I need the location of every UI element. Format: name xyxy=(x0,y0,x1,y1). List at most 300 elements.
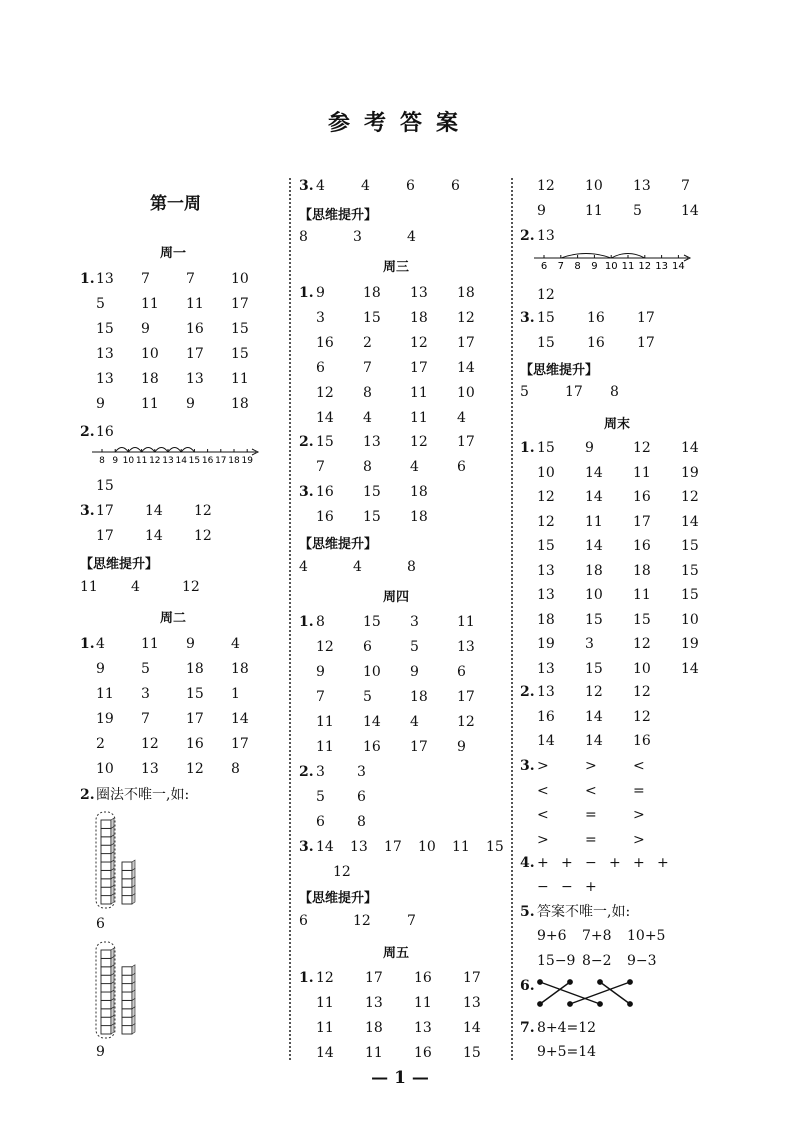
cube-block xyxy=(122,862,132,870)
answer-value: 19 xyxy=(681,464,699,481)
answer-value: 13 xyxy=(141,761,159,777)
answer-value: 9 xyxy=(96,1044,105,1060)
answer-value: 16 xyxy=(186,736,204,752)
answer-value: 5 xyxy=(520,384,529,400)
cube-block xyxy=(101,870,111,878)
answer-value: 14 xyxy=(585,538,603,554)
question-number: 2. xyxy=(520,228,535,244)
answer-value: 15−9 xyxy=(537,952,576,969)
answer-value: 14 xyxy=(231,711,249,727)
answer-value: 14 xyxy=(316,410,334,426)
cube-block xyxy=(101,862,111,870)
answer-value: 3 xyxy=(353,229,362,245)
answer-value: 12 xyxy=(633,684,651,700)
answer-value: 14 xyxy=(585,464,603,481)
answer-value: 15 xyxy=(96,321,114,337)
question-text: 答案不唯一,如: xyxy=(537,904,631,920)
answer-value: 13 xyxy=(537,587,555,603)
question-number: 6. xyxy=(520,978,535,994)
answer-value: 13 xyxy=(365,995,383,1011)
answer-value: 13 xyxy=(96,271,114,287)
answer-value: 13 xyxy=(463,995,481,1011)
answer-value: 12 xyxy=(537,489,555,505)
answer-value: 18 xyxy=(410,509,428,525)
answer-value: 4 xyxy=(299,559,308,575)
answer-value: 15 xyxy=(537,538,555,554)
answer-value: 17 xyxy=(637,310,655,326)
answer-value: 10 xyxy=(141,346,159,362)
answer-value: + xyxy=(633,855,645,871)
answer-value: 17 xyxy=(410,360,428,376)
answer-value: 9 xyxy=(316,664,325,680)
answer-value: 17 xyxy=(457,335,475,351)
jump-arc xyxy=(561,254,611,259)
answer-value: 19 xyxy=(681,636,699,652)
question-number: 3. xyxy=(520,758,535,774)
cube-block xyxy=(101,975,111,983)
answer-value: 18 xyxy=(231,661,249,677)
answer-value: < xyxy=(537,807,549,823)
column-divider-2 xyxy=(511,178,513,1060)
answer-value: 18 xyxy=(410,484,428,500)
answer-value: 11 xyxy=(80,579,98,595)
answer-value: − xyxy=(585,855,597,871)
answer-value: 12 xyxy=(633,440,651,456)
answer-value: 6 xyxy=(96,916,105,932)
number-line-tick-label: 13 xyxy=(162,456,174,466)
answer-value: 8 xyxy=(363,385,372,401)
answer-value: 14 xyxy=(316,1045,334,1061)
answer-value: 3 xyxy=(410,614,419,630)
answer-value: 12 xyxy=(410,434,428,450)
answer-value: 7 xyxy=(141,711,150,727)
answer-value: 14 xyxy=(681,203,699,219)
question-number: 4. xyxy=(520,855,535,871)
answer-value: 15 xyxy=(633,611,651,628)
answer-value: > xyxy=(633,807,645,823)
answer-value: 15 xyxy=(316,434,334,450)
answer-value: 15 xyxy=(363,614,381,630)
number-line-figure xyxy=(90,440,260,470)
cube-block xyxy=(101,879,111,887)
answer-value: 15 xyxy=(681,587,699,603)
answer-value: 16 xyxy=(633,489,651,505)
answer-value: 14 xyxy=(145,503,163,519)
jump-arc xyxy=(115,448,128,453)
answer-value: 8 xyxy=(231,761,240,777)
answer-value: 14 xyxy=(681,440,699,456)
answer-value: 9 xyxy=(457,739,466,755)
answer-value: 15 xyxy=(486,839,504,855)
thinking-label: 【思维提升】 xyxy=(299,537,378,552)
answer-value: 11 xyxy=(414,995,432,1011)
answer-value: 15 xyxy=(463,1045,481,1061)
number-line-tick-label: 13 xyxy=(655,261,668,272)
answer-value: 17 xyxy=(96,528,114,544)
answer-value: + xyxy=(609,855,621,871)
cube-block xyxy=(122,870,132,878)
cube-block-side xyxy=(132,965,135,975)
answer-value: 17 xyxy=(186,346,204,362)
answer-value: 14 xyxy=(316,839,334,855)
answer-value: 11 xyxy=(316,739,334,755)
answer-value: > xyxy=(537,831,549,848)
question-number: 2. xyxy=(299,434,314,450)
question-number: 2. xyxy=(80,787,95,803)
answer-value: + xyxy=(561,855,573,871)
answer-value: 3 xyxy=(357,764,366,780)
question-number: 1. xyxy=(299,614,314,630)
answer-value: 12 xyxy=(141,736,159,752)
answer-value: 6 xyxy=(316,814,325,830)
answer-value: 8 xyxy=(299,229,308,245)
answer-value: 6 xyxy=(299,913,308,929)
question-number: 1. xyxy=(80,636,95,652)
answer-value: 12 xyxy=(182,579,200,595)
answer-value: 10 xyxy=(418,839,436,855)
answer-value: 12 xyxy=(681,489,699,505)
thinking-label: 【思维提升】 xyxy=(80,557,159,572)
answer-value: 15 xyxy=(537,310,555,326)
cube-block xyxy=(101,820,111,828)
answer-value: 4 xyxy=(316,178,325,194)
answer-value: 13 xyxy=(537,228,555,244)
question-number: 1. xyxy=(299,285,314,301)
answer-value: 12 xyxy=(194,528,212,544)
number-line-tick-label: 10 xyxy=(122,456,135,466)
answer-value: = xyxy=(585,807,597,823)
answer-value: 18 xyxy=(363,285,381,301)
answer-value: 11 xyxy=(316,995,334,1011)
week-title: 第一周 xyxy=(150,194,201,214)
answer-value: 12 xyxy=(333,864,351,880)
answer-value: 18 xyxy=(537,611,555,628)
answer-value: 14 xyxy=(537,733,555,749)
cube-block xyxy=(101,958,111,966)
cube-block-side xyxy=(111,818,114,828)
number-line-tick-label: 6 xyxy=(540,261,548,272)
number-line-figure xyxy=(532,246,692,276)
answer-value: 10 xyxy=(585,587,603,603)
answer-value: 12 xyxy=(537,178,555,194)
question-number: 2. xyxy=(299,764,314,780)
answer-value: 10 xyxy=(585,178,603,194)
answer-value: 2 xyxy=(96,736,105,752)
answer-value: 18 xyxy=(633,562,651,579)
answer-value: 12 xyxy=(353,913,371,929)
answer-value: 9 xyxy=(316,285,325,301)
answer-value: + xyxy=(537,855,549,871)
answer-value: 15 xyxy=(231,321,249,337)
answer-value: 15 xyxy=(363,509,381,525)
answer-value: 14 xyxy=(681,660,699,677)
answer-value: 16 xyxy=(414,970,432,986)
answer-value: 13 xyxy=(186,371,204,387)
answer-value: 11 xyxy=(457,614,475,630)
page-title: 参考答案 xyxy=(327,111,472,136)
answer-value: 15 xyxy=(537,335,555,351)
answer-value: 11 xyxy=(633,464,651,481)
cube-block-side xyxy=(111,948,114,958)
cube-block xyxy=(101,828,111,836)
answer-value: 7 xyxy=(186,271,195,287)
cube-block xyxy=(101,1017,111,1025)
answer-value: 3 xyxy=(316,310,325,326)
number-line-tick-label: 9 xyxy=(112,456,119,466)
answer-value: 9 xyxy=(186,636,195,652)
answer-value: 7 xyxy=(316,459,325,475)
answer-value: 15 xyxy=(585,611,603,628)
number-line-tick-label: 8 xyxy=(574,261,581,272)
section-heading-zhou3: 周三 xyxy=(383,260,410,275)
page-number: — 1 — xyxy=(371,1068,429,1088)
answer-value: 17 xyxy=(637,335,655,351)
answer-value: 13 xyxy=(96,346,114,362)
thinking-label: 【思维提升】 xyxy=(520,363,599,378)
answer-value: 12 xyxy=(633,636,651,652)
answer-value: 13 xyxy=(457,639,475,655)
answer-value: 16 xyxy=(414,1045,432,1061)
answer-value: 11 xyxy=(96,686,114,702)
matching-lines-figure xyxy=(534,974,654,1010)
answer-value: 17 xyxy=(565,384,583,400)
answer-value: 18 xyxy=(231,396,249,412)
answer-value: 15 xyxy=(681,562,699,579)
number-line-tick-label: 8 xyxy=(99,456,105,466)
answer-value: 9 xyxy=(186,396,195,412)
cube-block xyxy=(122,1017,132,1025)
answer-value: 17 xyxy=(96,503,114,519)
cube-block xyxy=(101,854,111,862)
question-text: 圈法不唯一,如: xyxy=(96,787,190,803)
answer-value: 19 xyxy=(537,636,555,652)
answer-value: 15 xyxy=(231,346,249,362)
answer-value: 16 xyxy=(316,484,334,500)
section-heading-zhou4: 周四 xyxy=(383,590,410,605)
answer-value: 15 xyxy=(186,686,204,702)
answer-value: 14 xyxy=(457,360,475,376)
answer-value: 15 xyxy=(585,660,603,677)
cube-block xyxy=(122,984,132,992)
answer-value: 17 xyxy=(186,711,204,727)
answer-value: 16 xyxy=(587,335,605,351)
answer-value: − xyxy=(561,879,573,895)
answer-value: 11 xyxy=(585,203,603,219)
section-heading-zhou2: 周二 xyxy=(160,611,187,626)
answer-value: 18 xyxy=(186,661,204,677)
answer-value: 15 xyxy=(363,484,381,500)
answer-value: 14 xyxy=(363,714,381,730)
answer-value: 7 xyxy=(316,689,325,705)
cube-block xyxy=(122,1009,132,1017)
answer-value: 14 xyxy=(585,733,603,749)
question-number: 5. xyxy=(520,904,535,920)
answer-value: 10 xyxy=(681,611,699,628)
answer-value: 12 xyxy=(537,513,555,530)
cube-block xyxy=(122,992,132,1000)
answer-value: 7 xyxy=(141,271,150,287)
answer-value: 3 xyxy=(141,686,150,702)
answer-value: 9 xyxy=(96,396,105,412)
answer-value: 14 xyxy=(681,513,699,530)
cube-block xyxy=(122,1000,132,1008)
answer-value: 13 xyxy=(633,178,651,194)
answer-value: 18 xyxy=(410,310,428,326)
answer-value: 5 xyxy=(633,203,642,219)
question-number: 7. xyxy=(520,1020,535,1036)
answer-value: + xyxy=(657,855,669,871)
answer-value: 8 xyxy=(610,384,619,400)
answer-value: 6 xyxy=(457,664,466,680)
number-line-tick-label: 12 xyxy=(149,456,161,466)
cube-block xyxy=(101,845,111,853)
answer-value: 4 xyxy=(363,410,372,426)
answer-value: 16 xyxy=(587,310,605,326)
answer-value: 15 xyxy=(537,440,555,456)
answer-value: = xyxy=(585,831,597,848)
cube-block xyxy=(122,896,132,904)
cube-block xyxy=(101,1000,111,1008)
cube-block xyxy=(101,1009,111,1017)
answer-value: 5 xyxy=(141,661,150,677)
answer-value: = xyxy=(633,782,645,799)
answer-value: 5 xyxy=(316,789,325,805)
answer-value: 11 xyxy=(365,1045,383,1061)
answer-value: − xyxy=(537,879,549,895)
cube-block-side xyxy=(132,860,135,870)
number-line-tick-label: 11 xyxy=(135,456,148,466)
answer-value: 11 xyxy=(410,385,428,401)
answer-value: 6 xyxy=(363,639,372,655)
number-line-tick-label: 12 xyxy=(638,261,652,272)
answer-value: 10 xyxy=(363,664,381,680)
answer-value: > xyxy=(585,758,597,774)
section-heading-zhoumo: 周末 xyxy=(604,417,631,432)
answer-value: 17 xyxy=(457,689,475,705)
answer-value: 16 xyxy=(537,708,555,725)
answer-value: 15 xyxy=(363,310,381,326)
answer-value: 12 xyxy=(316,639,334,655)
answer-value: 4 xyxy=(231,636,240,652)
answer-value: > xyxy=(633,831,645,848)
answer-value: 13 xyxy=(537,660,555,677)
answer-value: < xyxy=(537,782,549,799)
cube-block xyxy=(101,1026,111,1034)
question-number: 3. xyxy=(299,839,314,855)
number-line-tick-label: 17 xyxy=(215,456,227,466)
answer-value: 18 xyxy=(457,285,475,301)
answer-value: 4 xyxy=(361,178,370,194)
number-line-tick-label: 14 xyxy=(175,456,187,466)
column-divider-1 xyxy=(289,178,291,1060)
answer-value: 16 xyxy=(316,509,334,525)
answer-value: 16 xyxy=(633,538,651,554)
answer-value: 13 xyxy=(350,839,368,855)
answer-value: 13 xyxy=(363,434,381,450)
number-line-tick-label: 10 xyxy=(604,261,618,272)
answer-value: 14 xyxy=(463,1020,481,1036)
answer-value: 17 xyxy=(384,839,402,855)
answer-value: 2 xyxy=(363,335,372,351)
answer-value: 11 xyxy=(316,1020,334,1036)
answer-value: 6 xyxy=(451,178,460,194)
answer-value: 11 xyxy=(316,714,334,730)
cube-stacks-figure-1 xyxy=(94,810,144,910)
answer-value: 6 xyxy=(316,360,325,376)
answer-value: 7 xyxy=(681,178,690,194)
number-line-tick-label: 19 xyxy=(241,456,253,466)
answer-value: 12 xyxy=(410,335,428,351)
answer-value: 9 xyxy=(537,203,546,219)
answer-value: 16 xyxy=(186,321,204,337)
answer-value: 10 xyxy=(96,761,114,777)
answer-value: 1 xyxy=(231,686,240,702)
answer-value: 15 xyxy=(681,538,699,554)
answer-value: 13 xyxy=(96,371,114,387)
answer-value: 17 xyxy=(365,970,383,986)
answer-value: 17 xyxy=(463,970,481,986)
answer-value: 10 xyxy=(537,464,555,481)
answer-value: 11 xyxy=(141,296,159,312)
cube-block xyxy=(101,992,111,1000)
answer-value: 12 xyxy=(633,708,651,725)
answer-value: 3 xyxy=(316,764,325,780)
answer-value: 13 xyxy=(414,1020,432,1036)
answer-value: 9−3 xyxy=(627,952,657,969)
answer-value: 18 xyxy=(585,562,603,579)
answer-value: 12 xyxy=(457,310,475,326)
cube-block xyxy=(101,967,111,975)
answer-value: 8 xyxy=(363,459,372,475)
answer-value: 18 xyxy=(141,371,159,387)
answer-value: 7+8 xyxy=(582,928,612,944)
answer-value: 18 xyxy=(410,689,428,705)
question-number: 2. xyxy=(520,684,535,700)
question-number: 1. xyxy=(520,440,535,456)
answer-value: 9 xyxy=(141,321,150,337)
answer-value: 11 xyxy=(452,839,470,855)
answer-value: 11 xyxy=(410,410,428,426)
answer-value: 18 xyxy=(365,1020,383,1036)
section-heading-zhou5: 周五 xyxy=(383,946,410,961)
jump-arc xyxy=(168,448,181,453)
answer-value: 4 xyxy=(410,459,419,475)
answer-value: 13 xyxy=(410,285,428,301)
answer-value: 8−2 xyxy=(582,952,612,969)
answer-value: 12 xyxy=(316,970,334,986)
answer-value: 10 xyxy=(457,385,475,401)
answer-value: 11 xyxy=(186,296,204,312)
answer-value: 13 xyxy=(537,562,555,579)
answer-value: 9 xyxy=(410,664,419,680)
answer-value: 12 xyxy=(194,503,212,519)
answer-value: 11 xyxy=(141,636,159,652)
question-number: 3. xyxy=(520,310,535,326)
question-number: 1. xyxy=(80,271,95,287)
cube-block xyxy=(101,950,111,958)
answer-value: 11 xyxy=(633,587,651,603)
answer-value: 10+5 xyxy=(627,928,666,944)
answer-value: 10 xyxy=(633,660,651,677)
cube-block xyxy=(101,887,111,895)
answer-value: 17 xyxy=(457,434,475,450)
answer-value: 11 xyxy=(141,396,159,412)
answer-value: 5 xyxy=(96,296,105,312)
jump-arc xyxy=(142,448,155,453)
cube-block xyxy=(101,896,111,904)
number-line-tick-label: 18 xyxy=(228,456,240,466)
answer-value: + xyxy=(585,879,597,895)
